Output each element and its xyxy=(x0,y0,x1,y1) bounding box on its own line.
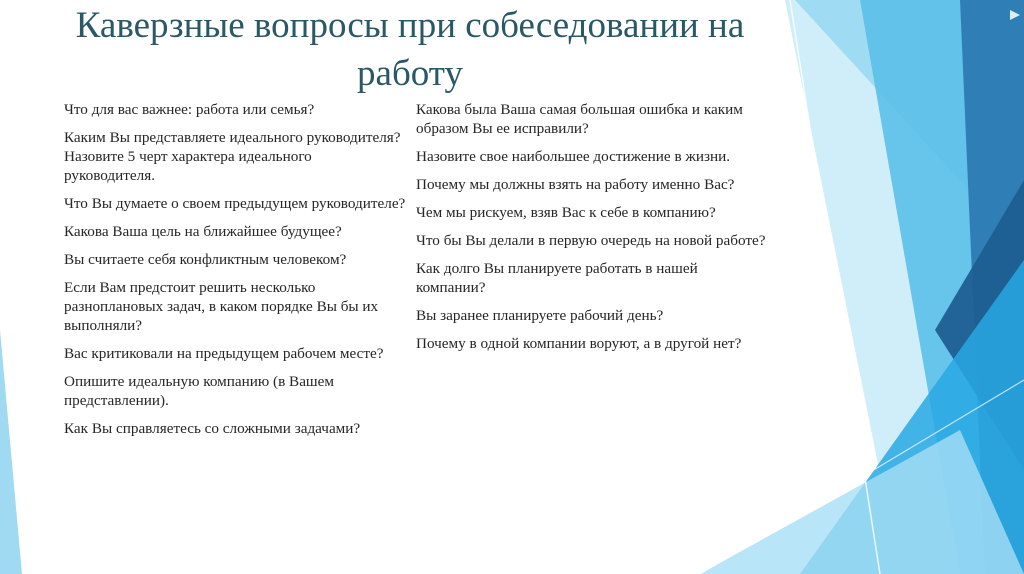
question-item: Назовите свое наибольшее достижение в жизни. xyxy=(416,148,731,165)
question-item: Какова была Ваша самая большая ошибка и каким образом Вы ее исправили? xyxy=(416,101,743,137)
question-item: Почему мы должны взять на работу именно Вас? xyxy=(416,176,735,193)
question-item: Что для вас важнее: работа или семья? xyxy=(64,101,315,118)
question-item: Что бы Вы делали в первую очередь на новой работе? xyxy=(416,232,766,249)
question-item: Почему в одной компании воруют, а в другой нет? xyxy=(416,335,742,352)
question-item: Какова Ваша цель на ближайшее будущее? xyxy=(64,223,342,240)
question-item: Как Вы справляетесь со сложными задачами? xyxy=(64,420,361,437)
question-item: Чем мы рискуем, взяв Вас к себе в компанию? xyxy=(416,204,716,221)
question-item: Вас критиковали на предыдущем рабочем месте? xyxy=(64,345,384,362)
question-item: Если Вам предстоит решить несколько разноплановых задач, в каком порядке Вы бы их выполняли? xyxy=(64,279,379,334)
questions-right-column xyxy=(416,100,766,362)
question-item: Каким Вы представляете идеального руководителя? Назовите 5 черт характера идеального руководителя. xyxy=(64,129,401,184)
question-item: Опишите идеальную компанию (в Вашем представлении). xyxy=(64,373,334,409)
questions-left-column xyxy=(64,100,406,447)
slide-title: Каверзные вопросы при собеседовании на работу xyxy=(75,5,745,94)
question-item: Вы считаете себя конфликтным человеком? xyxy=(64,251,347,268)
question-item: Что Вы думаете о своем предыдущем руководителе? xyxy=(64,195,406,212)
left-edge-shape xyxy=(0,330,22,574)
question-item: Вы заранее планируете рабочий день? xyxy=(416,307,664,324)
question-item: Как долго Вы планируете работать в нашей компании? xyxy=(416,260,698,296)
